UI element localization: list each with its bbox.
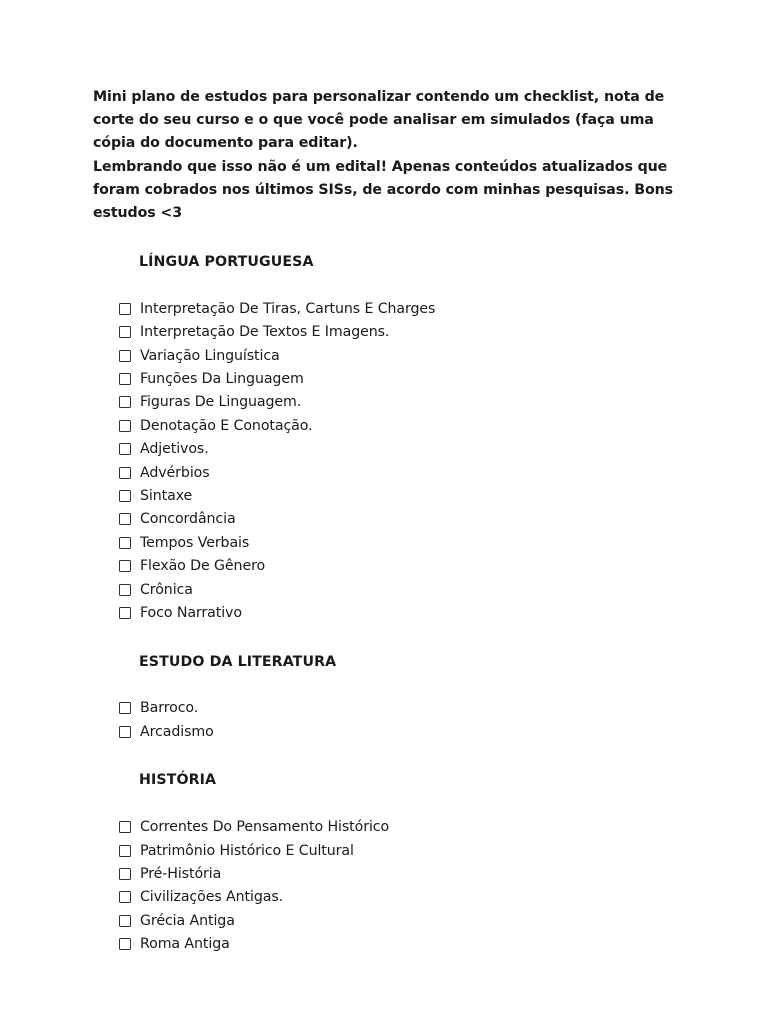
checkbox-icon[interactable] xyxy=(119,821,131,833)
checklist-item-label: Adjetivos. xyxy=(140,441,209,458)
checklist-item-label: Foco Narrativo xyxy=(140,604,242,621)
checkbox-icon[interactable] xyxy=(119,938,131,950)
checklist-item-label: Figuras De Linguagem. xyxy=(140,394,302,411)
checklist xyxy=(119,815,688,955)
checklist-item xyxy=(119,815,688,838)
checkbox-icon[interactable] xyxy=(119,845,131,857)
checklist-item xyxy=(119,886,688,909)
checklist-item xyxy=(119,508,688,531)
checklist-item-label: Concordância xyxy=(140,511,236,528)
checklist-item-label: Arcadismo xyxy=(140,723,214,740)
checklist-item xyxy=(119,578,688,601)
checklist-item-label: Funções Da Linguagem xyxy=(140,371,304,388)
checkbox-icon[interactable] xyxy=(119,303,131,315)
checklist-item-label: Advérbios xyxy=(140,464,210,481)
section-title: LÍNGUA PORTUGUESA xyxy=(139,254,314,271)
checklist-item-label: Tempos Verbais xyxy=(140,534,250,551)
checklist-item-label: Interpretação De Tiras, Cartuns E Charges xyxy=(140,300,436,317)
checklist-item xyxy=(119,720,688,743)
intro-paragraph-2: Lembrando que isso não é um edital! Apenas conteúdos atualizados que foram cobrados nos últimos SISs, de acordo com minhas pesquisas. Bons estudos <3 xyxy=(93,158,673,222)
checklist-item xyxy=(119,297,688,320)
checkbox-icon[interactable] xyxy=(119,607,131,619)
checklist-item-label: Roma Antiga xyxy=(140,936,230,953)
checkbox-icon[interactable] xyxy=(119,560,131,572)
checklist-item xyxy=(119,484,688,507)
checklist-item-label: Variação Linguística xyxy=(140,347,280,364)
checklist-item-label: Crônica xyxy=(140,581,193,598)
checkbox-icon[interactable] xyxy=(119,584,131,596)
section-historia xyxy=(93,769,688,955)
checklist-item-label: Barroco. xyxy=(140,700,199,717)
checkbox-icon[interactable] xyxy=(119,868,131,880)
checkbox-icon[interactable] xyxy=(119,420,131,432)
checkbox-icon[interactable] xyxy=(119,443,131,455)
checklist-item-label: Civilizações Antigas. xyxy=(140,889,284,906)
checklist-item xyxy=(119,531,688,554)
checklist-item xyxy=(119,344,688,367)
checklist-item xyxy=(119,932,688,955)
checkbox-icon[interactable] xyxy=(119,396,131,408)
checklist-item xyxy=(119,414,688,437)
intro-text xyxy=(93,86,688,225)
section-title: HISTÓRIA xyxy=(139,772,217,789)
section-lingua-portuguesa xyxy=(93,251,688,624)
checklist-item-label: Sintaxe xyxy=(140,488,193,505)
intro-paragraph-1: Mini plano de estudos para personalizar contendo um checklist, nota de corte do seu curso e o que você pode analisar em simulados (faça uma cópia do documento para editar). xyxy=(93,89,665,152)
checkbox-icon[interactable] xyxy=(119,702,131,714)
checklist-item-label: Grécia Antiga xyxy=(140,912,235,929)
checkbox-icon[interactable] xyxy=(119,726,131,738)
checkbox-icon[interactable] xyxy=(119,915,131,927)
checkbox-icon[interactable] xyxy=(119,350,131,362)
checklist xyxy=(119,297,688,624)
checklist-item xyxy=(119,391,688,414)
checkbox-icon[interactable] xyxy=(119,891,131,903)
checklist-item-label: Denotação E Conotação. xyxy=(140,417,313,434)
checklist-item xyxy=(119,555,688,578)
checklist-item xyxy=(119,839,688,862)
checklist-item-label: Patrimônio Histórico E Cultural xyxy=(140,842,354,859)
checklist-item xyxy=(119,461,688,484)
checklist-item-label: Interpretação De Textos E Imagens. xyxy=(140,324,390,341)
checklist-item-label: Flexão De Gênero xyxy=(140,558,266,575)
checklist-item xyxy=(119,438,688,461)
checklist-item xyxy=(119,601,688,624)
checkbox-icon[interactable] xyxy=(119,490,131,502)
checkbox-icon[interactable] xyxy=(119,537,131,549)
section-title: ESTUDO DA LITERATURA xyxy=(139,653,337,670)
checklist-item xyxy=(119,909,688,932)
checklist-item xyxy=(119,367,688,390)
checkbox-icon[interactable] xyxy=(119,467,131,479)
checkbox-icon[interactable] xyxy=(119,513,131,525)
checklist-item xyxy=(119,697,688,720)
checklist xyxy=(119,697,688,744)
checkbox-icon[interactable] xyxy=(119,326,131,338)
checkbox-icon[interactable] xyxy=(119,373,131,385)
checklist-item xyxy=(119,321,688,344)
checklist-item-label: Correntes Do Pensamento Histórico xyxy=(140,819,390,836)
checklist-item-label: Pré-História xyxy=(140,865,222,882)
checklist-item xyxy=(119,862,688,885)
section-estudo-da-literatura xyxy=(93,651,688,744)
